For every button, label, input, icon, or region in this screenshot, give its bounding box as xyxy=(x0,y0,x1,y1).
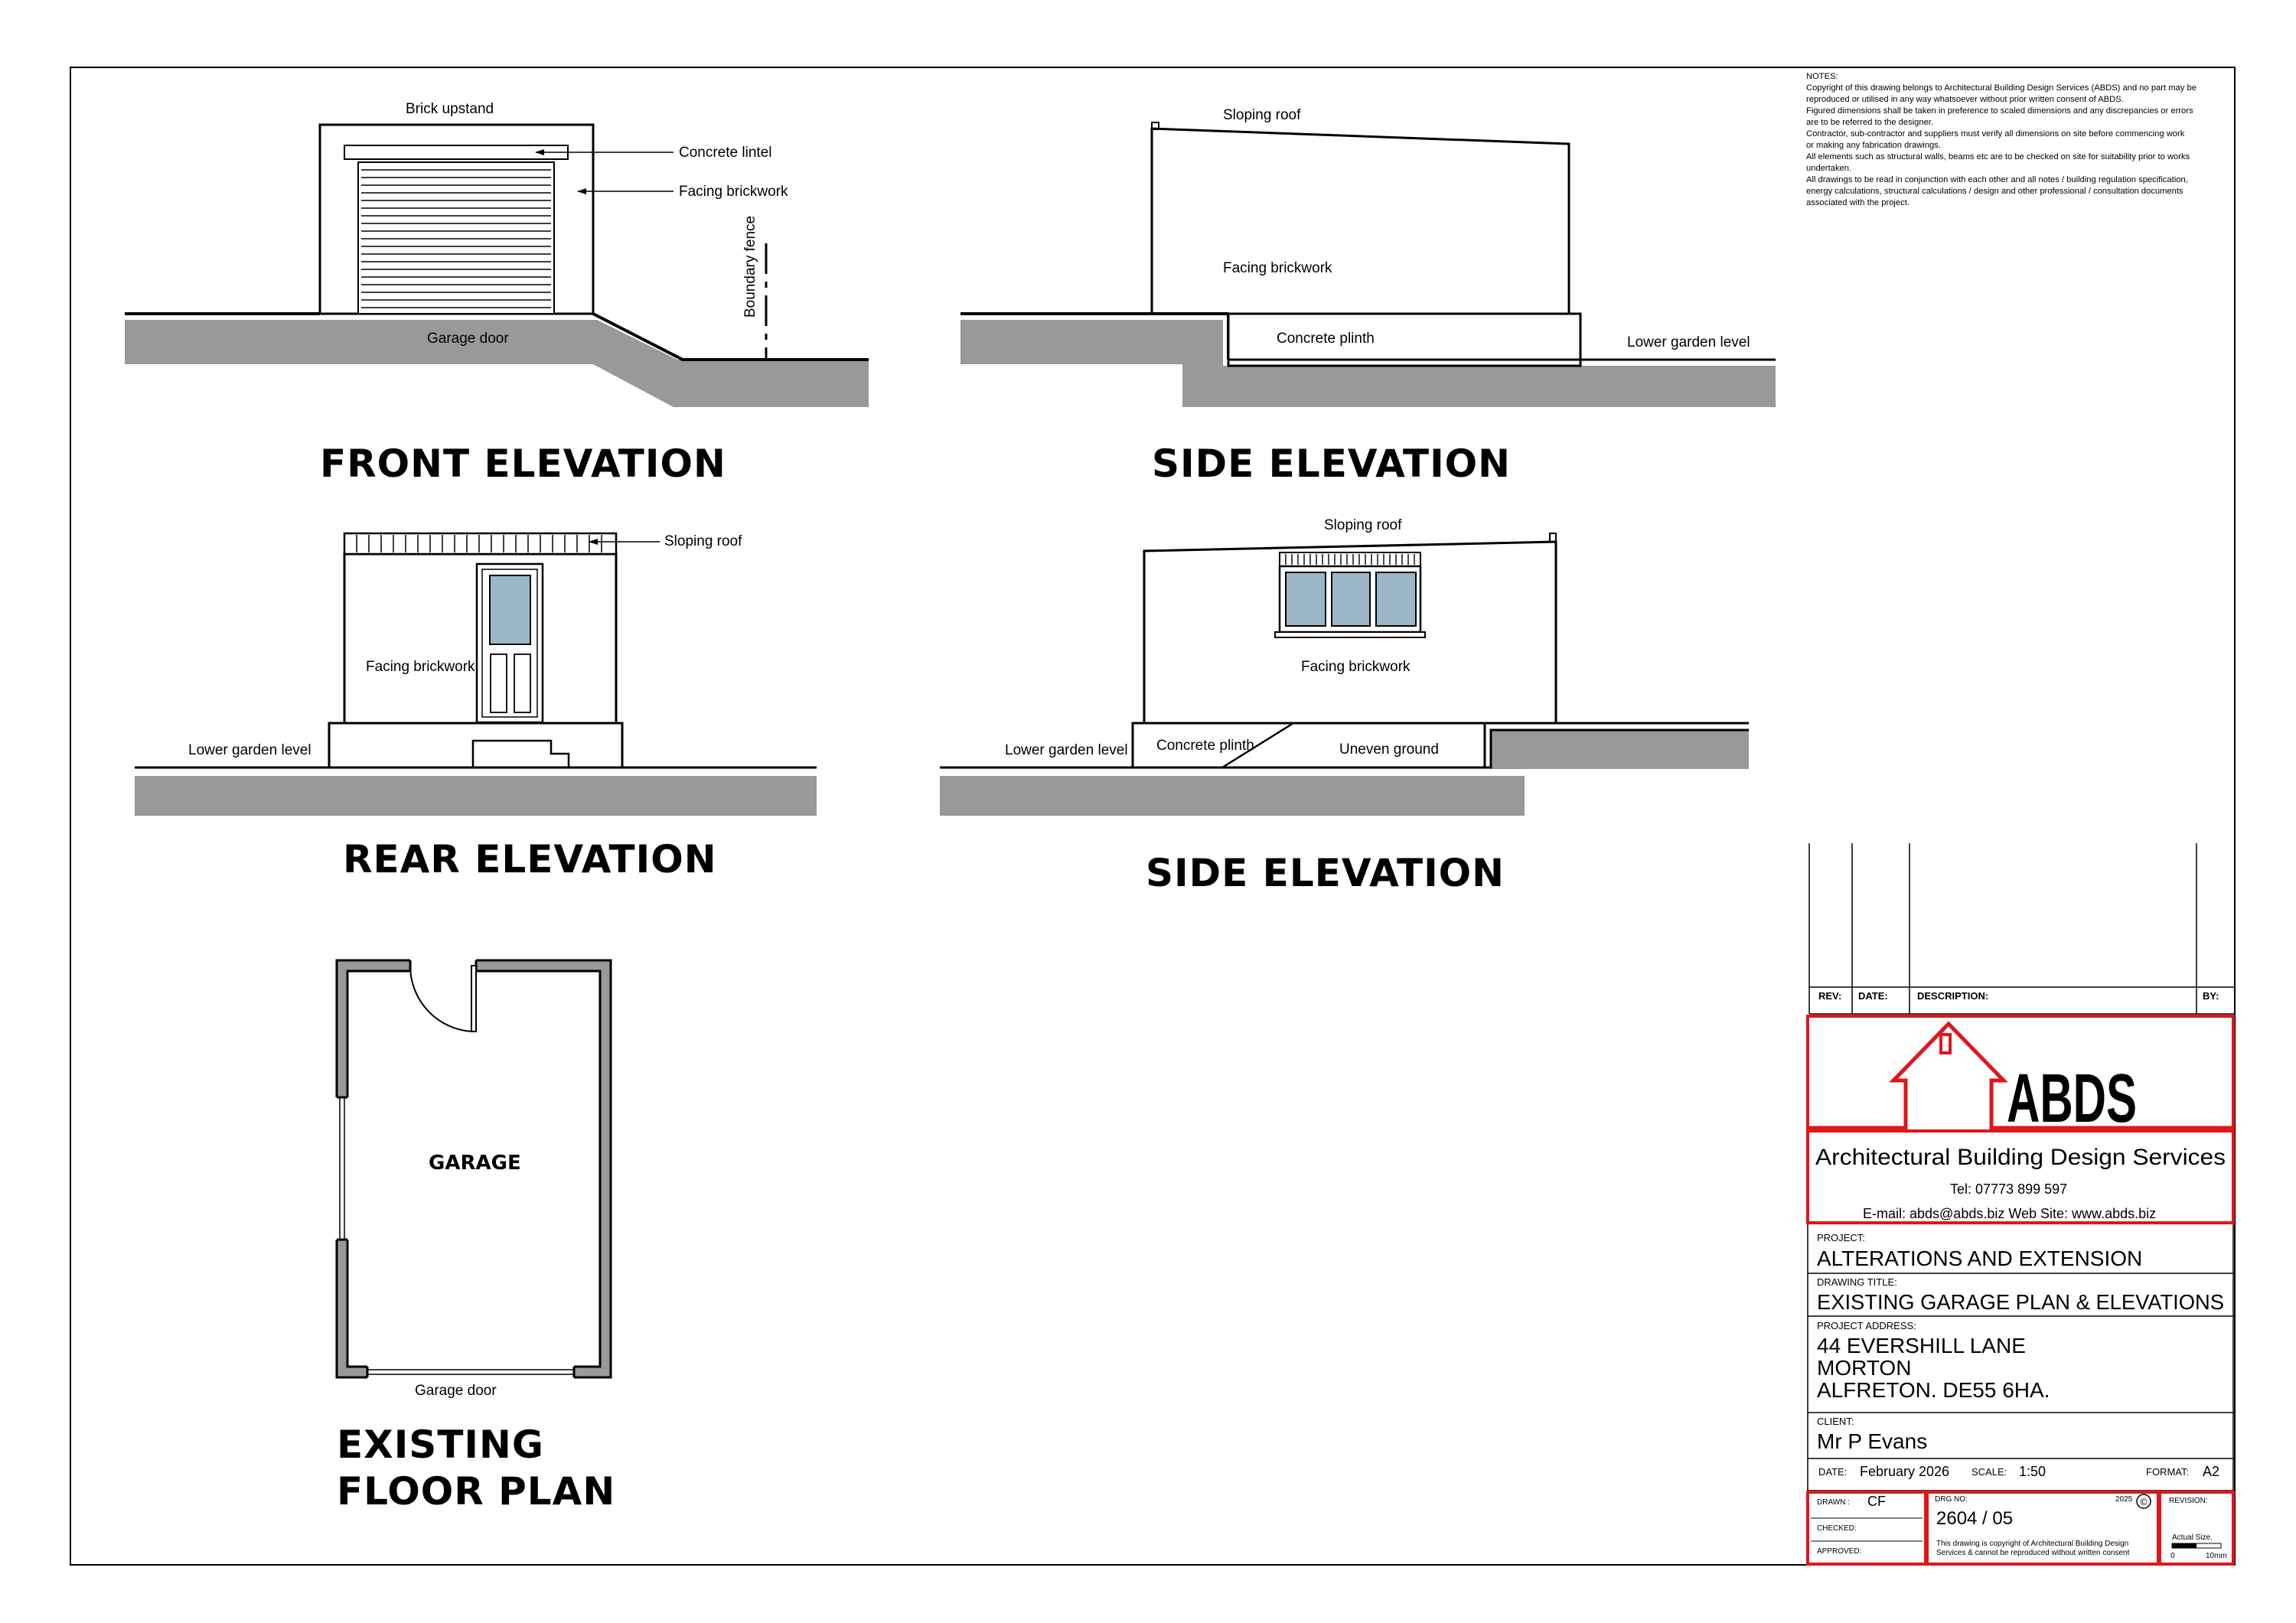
room-label-garage: GARAGE xyxy=(429,1152,521,1175)
scale-label: SCALE: xyxy=(1971,1466,2007,1478)
floor-plan xyxy=(334,958,615,1514)
label-sloping-roof: Sloping roof xyxy=(664,533,742,549)
door-opening xyxy=(410,958,476,973)
notes-line: All drawings to be read in conjunction with each other and all notes / building regulation specification, xyxy=(1806,175,2188,184)
notes-line: are to be referred to the designer. xyxy=(1806,118,1934,127)
label-facing-brickwork: Facing brickwork xyxy=(1301,659,1411,675)
drawing-title-label: DRAWING TITLE: xyxy=(1817,1276,1897,1288)
format-label: FORMAT: xyxy=(2146,1466,2190,1478)
revision-label: REVISION: xyxy=(2169,1497,2208,1505)
drawn-value: CF xyxy=(1867,1494,1886,1509)
label-facing-brickwork: Facing brickwork xyxy=(1223,260,1332,276)
address-line3: ALFRETON. DE55 6HA. xyxy=(1817,1378,2050,1402)
garage-door-opening xyxy=(367,1364,574,1380)
floor-plan-title-line2: FLOOR PLAN xyxy=(337,1469,616,1514)
notes-line: Copyright of this drawing belongs to Architectural Building Design Services (ABDS) and no part may be xyxy=(1806,83,2197,93)
side-elevation-2 xyxy=(940,517,1749,895)
notes-line: Contractor, sub-contractor and suppliers must verify all dimensions on site before commencing work xyxy=(1806,129,2185,139)
rear-elevation xyxy=(135,533,817,882)
window-group xyxy=(1275,552,1425,637)
notes-line: reproduced or utilised in any way whatsoever without prior written consent of ABDS. xyxy=(1806,95,2124,104)
side-wall xyxy=(1152,129,1569,314)
date-label: DATE: xyxy=(1818,1466,1848,1478)
checked-label: CHECKED: xyxy=(1817,1524,1857,1533)
label-boundary-fence: Boundary fence xyxy=(742,215,758,318)
side-elevation-1-title: SIDE ELEVATION xyxy=(1152,442,1512,486)
project-value: ALTERATIONS AND EXTENSION xyxy=(1817,1247,2143,1270)
rear-door xyxy=(477,564,543,722)
roof-fascia xyxy=(344,533,616,554)
copyright-symbol: © xyxy=(2139,1497,2148,1507)
label-lower-garden-level: Lower garden level xyxy=(188,742,311,758)
date-header: DATE: xyxy=(1858,990,1888,1002)
roof-upstand xyxy=(1550,533,1556,542)
floor-plan-title-line1: EXISTING xyxy=(337,1423,544,1467)
notes-line: Figured dimensions shall be taken in preference to scaled dimensions and any discrepancies or errors xyxy=(1806,106,2193,116)
label-uneven-ground: Uneven ground xyxy=(1339,741,1439,758)
address-line1: 44 EVERSHILL LANE xyxy=(1817,1334,2026,1357)
date-value: February 2026 xyxy=(1860,1464,1950,1479)
scale-value: 1:50 xyxy=(2019,1464,2047,1479)
label-concrete-plinth: Concrete plinth xyxy=(1156,738,1254,754)
label-concrete-plinth: Concrete plinth xyxy=(1277,331,1375,347)
logo-text: ABDS xyxy=(2007,1061,2137,1137)
label-sloping-roof: Sloping roof xyxy=(1324,517,1402,533)
project-label: PROJECT: xyxy=(1817,1232,1865,1243)
ground-fill xyxy=(135,776,817,816)
notes-line: All elements such as structural walls, beams etc are to be checked on site for suitability prior to works xyxy=(1806,152,2190,161)
client-value: Mr P Evans xyxy=(1817,1429,1928,1453)
approved-label: APPROVED: xyxy=(1817,1547,1862,1556)
label-sloping-roof: Sloping roof xyxy=(1223,107,1301,123)
drg-year: 2025 xyxy=(2115,1495,2133,1504)
front-elevation-title: FRONT ELEVATION xyxy=(320,442,726,486)
label-brick-upstand: Brick upstand xyxy=(406,101,494,117)
scale-bar-end: 10mm xyxy=(2206,1552,2227,1560)
address-label: PROJECT ADDRESS: xyxy=(1817,1320,1916,1331)
company-email-web: E-mail: abds@abds.biz Web Site: www.abds.biz xyxy=(1863,1206,2157,1221)
format-value: A2 xyxy=(2203,1464,2220,1479)
notes-block xyxy=(1806,72,2197,207)
notes-line: or making any fabrication drawings. xyxy=(1806,141,1941,150)
concrete-lintel xyxy=(344,145,568,159)
copyright-line1: This drawing is copyright of Architectural Building Design xyxy=(1936,1540,2129,1548)
client-label: CLIENT: xyxy=(1817,1416,1854,1427)
label-lower-garden-level: Lower garden level xyxy=(1627,334,1750,350)
side-elevation-1 xyxy=(960,107,1776,486)
title-block xyxy=(1808,1016,2233,1564)
rear-plinth xyxy=(329,723,622,768)
label-facing-brickwork: Facing brickwork xyxy=(679,184,788,200)
scale-bar-start: 0 xyxy=(2170,1552,2175,1560)
revision-table xyxy=(1809,843,2235,1014)
description-header: DESCRIPTION: xyxy=(1917,990,1989,1002)
copyright-line2: Services & cannot be reproduced without written consent xyxy=(1936,1549,2130,1557)
label-concrete-lintel: Concrete lintel xyxy=(679,145,772,161)
label-garage-door: Garage door xyxy=(415,1383,497,1399)
drawn-label: DRAWN : xyxy=(1817,1498,1850,1507)
front-elevation xyxy=(125,101,869,486)
label-garage-door: Garage door xyxy=(427,331,509,347)
side-elevation-2-title: SIDE ELEVATION xyxy=(1146,851,1505,895)
drg-no-label: DRG NO: xyxy=(1935,1495,1968,1504)
garage-door xyxy=(358,162,554,314)
by-header: BY: xyxy=(2203,990,2219,1002)
notes-heading: NOTES: xyxy=(1806,72,1838,81)
drg-no-value: 2604 / 05 xyxy=(1936,1508,2014,1529)
window-opening xyxy=(334,1097,350,1240)
scale-bar xyxy=(2172,1543,2221,1548)
actual-size-label: Actual Size. xyxy=(2172,1533,2213,1542)
rev-header: REV: xyxy=(1818,990,1842,1002)
notes-line: undertaken. xyxy=(1806,164,1852,173)
label-lower-garden-level: Lower garden level xyxy=(1005,742,1128,758)
company-name: Architectural Building Design Services xyxy=(1815,1145,2226,1170)
notes-line: energy calculations, structural calculations / design and other professional / consultation documents xyxy=(1806,187,2183,196)
notes-line: associated with the project. xyxy=(1806,198,1910,207)
door-leaf xyxy=(471,966,476,1031)
door-swing-arc xyxy=(410,966,471,1031)
rear-elevation-title: REAR ELEVATION xyxy=(343,837,717,882)
address-line2: MORTON xyxy=(1817,1356,1912,1380)
drawing-title-value: EXISTING GARAGE PLAN & ELEVATIONS xyxy=(1817,1290,2224,1314)
label-facing-brickwork: Facing brickwork xyxy=(366,659,475,675)
company-tel: Tel: 07773 899 597 xyxy=(1950,1181,2068,1197)
